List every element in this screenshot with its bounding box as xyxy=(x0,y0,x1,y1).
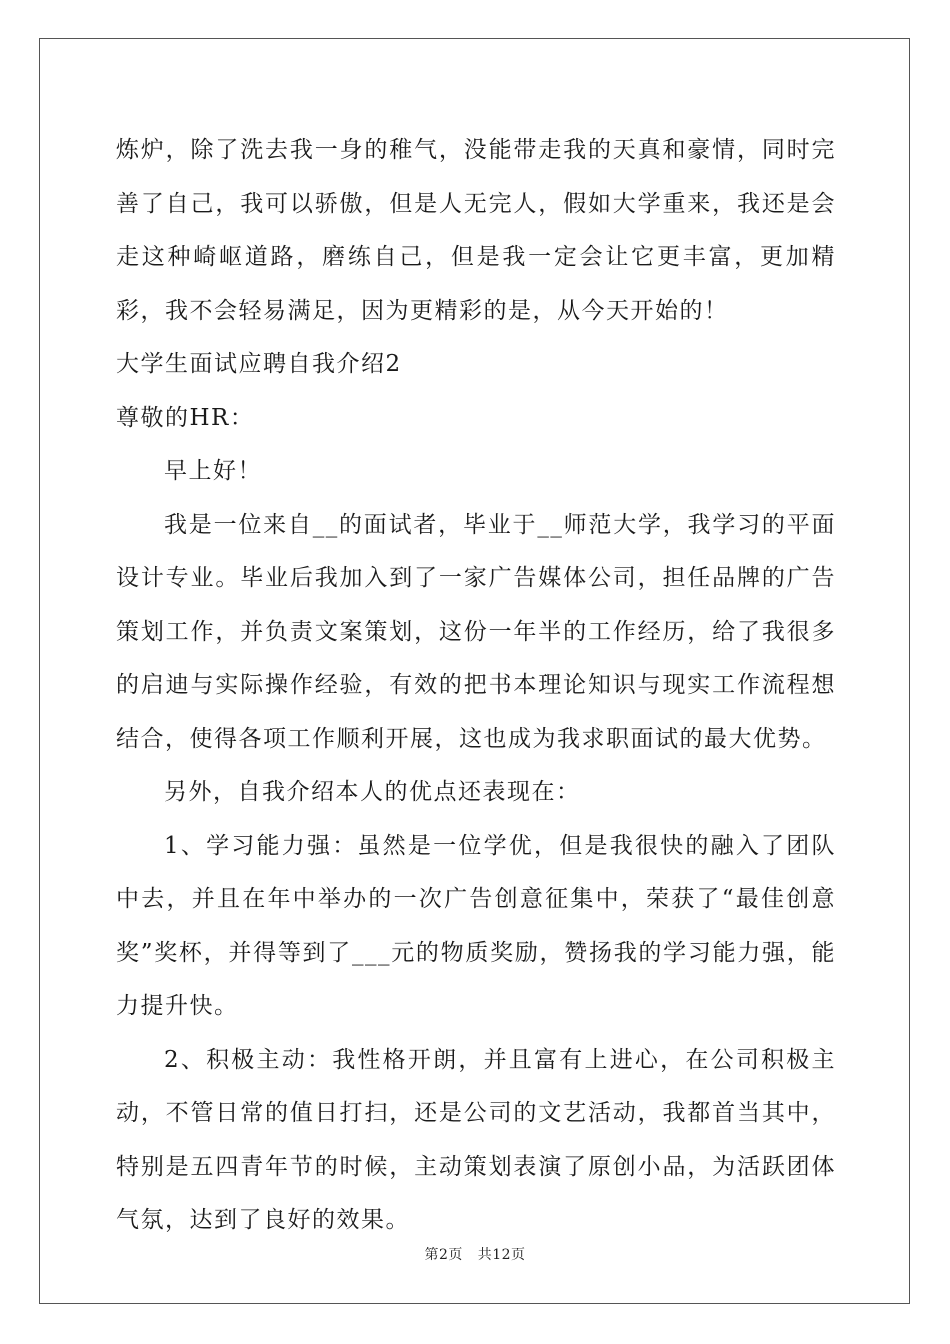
page-footer: 第2页 共12页 xyxy=(424,1247,526,1263)
salutation: 尊敬的HR： xyxy=(116,404,255,431)
section-heading: 大学生面试应聘自我介绍2 xyxy=(116,351,402,377)
document-body xyxy=(116,124,836,1248)
paragraph-intro: 我是一位来自__的面试者，毕业于__师范大学，我学习的平面设计专业。毕业后我加入到了一家广告媒体公司，担任品牌的广告策划工作，并负责文案策划，这份一年半的工作经历，给了我很多的启迪与实际操作经验，有效的把书本理论知识与现实工作流程想结合，使得各项工作顺利开展，这也成为我求职面试的最大优势。 xyxy=(116,511,836,752)
paragraph-strength-1: 1、学习能力强：虽然是一位学优，但是我很快的融入了团队中去，并且在年中举办的一次广告创意征集中，荣获了“最佳创意奖”奖杯，并得等到了___元的物质奖励，赞扬我的学习能力强，能力提升快。 xyxy=(116,832,836,1019)
greeting: 早上好！ xyxy=(164,458,262,484)
paragraph-continuation: 炼炉，除了洗去我一身的稚气，没能带走我的天真和豪情，同时完善了自己，我可以骄傲，但是人无完人，假如大学重来，我还是会走这种崎岖道路，磨练自己，但是我一定会让它更丰富，更加精彩，我不会轻易满足，因为更精彩的是，从今天开始的！ xyxy=(116,137,836,324)
paragraph-strength-2: 2、积极主动：我性格开朗，并且富有上进心，在公司积极主动，不管日常的值日打扫，还是公司的文艺活动，我都首当其中，特别是五四青年节的时候，主动策划表演了原创小品，为活跃团体气氛，达到了良好的效果。 xyxy=(116,1046,836,1233)
paragraph-strengths-lead: 另外，自我介绍本人的优点还表现在： xyxy=(164,779,581,805)
